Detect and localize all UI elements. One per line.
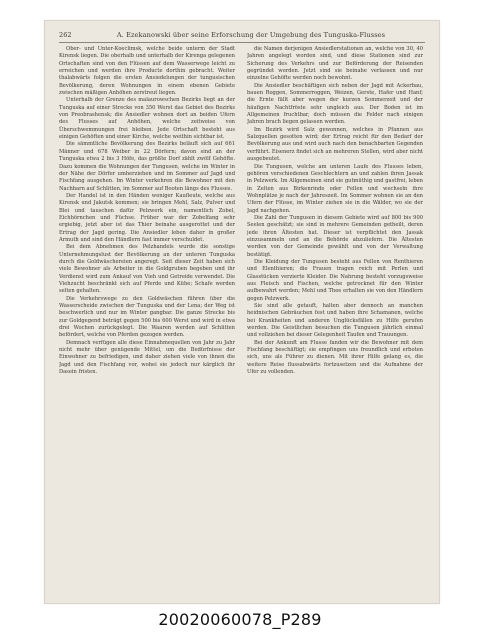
book-page — [44, 20, 440, 604]
paragraph: Sie sind alle getauft, halten aber dennoch an manchen heidnischen Gebräuchen fest und haben ihre Schamanen, welche bei Krankheiten und anderen Unglücksfällen zu Hilfe gerufen werden. Die Geistlichen besuchen die Tungusen jährlich einmal und vollziehen bei dieser Gelegenheit Taufen und Trauungen. — [247, 303, 423, 339]
page-number: 262 — [59, 31, 72, 39]
paragraph: Die Tungusen, welche am unteren Laufe des Flusses leben, gehören verschiedenen Geschlechtern an und zahlen ihren Jassak in Pelzwerk. Im Allgemeinen sind sie gutmüthig und gastfrei, leben in Zelten aus Birkenrinde oder Fellen und wechseln ihre Wohnplätze je nach der Jahreszeit. Im Sommer wohnen sie an den Ufern der Flüsse, im Winter ziehen sie in die Wälder, wo sie der Jagd nachgehen. — [247, 163, 423, 214]
paragraph: Die Verkehrswege zu den Goldwäschen führen über die Wasserscheide zwischen der Tunguska und der Lena; der Weg ist beschwerlich und nur im Winter gangbar. Die ganze Strecke bis zur Goldgegend beträgt gegen 500 bis 600 Werst und wird in etwa drei Wochen zurückgelegt. Die Waaren werden auf Schlitten befördert, welche von Pferden gezogen werden. — [59, 295, 235, 339]
paragraph: Die Kleidung der Tungusen besteht aus Fellen von Renthieren und Elenthieren; die Frauen tragen reich mit Perlen und Glasstücken verzierte Kleider. Die Nahrung besteht vorzugsweise aus Fleisch und Fischen, welche getrocknet für den Winter aufbewahrt werden; Mehl und Thee erhalten sie von den Händlern gegen Pelzwerk. — [247, 258, 423, 302]
paragraph: Bei der Ankunft am Flusse fanden wir die Bewohner mit dem Fischfang beschäftigt; sie empfingen uns freundlich und erboten sich, uns als Führer zu dienen. Mit ihrer Hilfe gelang es, die weitere Reise flussabwärts fortzusetzen und die Aufnahme der Ufer zu vollenden. — [247, 339, 423, 376]
page-header — [59, 29, 425, 41]
paragraph: Der Handel ist in den Händen weniger Kaufleute, welche aus Kirensk und Jakutsk kommen; sie bringen Mehl, Salz, Pulver und Blei und tauschen dafür Pelzwerk ein, namentlich Zobel, Eichhörnchen und Füchse. Früher war der Zobelfang sehr ergiebig, jetzt aber ist das Thier beinahe ausgerottet und der Ertrag der Jagd gering. Die Ansiedler leben daher in großer Armuth und sind den Händlern fast immer verschuldet. — [59, 192, 235, 243]
right-text-column — [247, 46, 423, 592]
paragraph: Ober- und Unter-Koeclimsk, welche beide unterm der Stadt Kirensk liegen. Die oberhalb und unterhalb der Kirenga gelegenen Ortschaften sind von den Flüssen auf dem Wasserwege leicht zu erreichen und werden ihre Producte dorthin gebracht. Weiter thalabwärts folgen die ersten Ansiedelungen der tungusischen Bevölkerung, deren Wohnungen in einem ebenen Gebiete zwischen mäßigen Anhöhen zerstreut liegen. — [59, 46, 235, 97]
paragraph: Unterhalb der Grenze des malaurowschen Bezirks liegt an der Tunguska auf einer Strecke von 350 Werst das Gebiet des Bezirks von Preobrashensk; die Ansiedler wohnen dort an beiden Ufern des Flusses auf Anhöhen, welche zeitweise von Überschwemmungen frei bleiben. Jede Ortschaft besteht aus einigen Gehöften und einer Kirche, welche weithin sichtbar ist. — [59, 97, 235, 141]
paragraph: Die Zahl der Tungusen in diesem Gebiete wird auf 800 bis 900 Seelen geschätzt; sie sind in mehrere Gemeinden getheilt, deren jede ihren Ältesten hat. Dieser ist verpflichtet den Jassak einzusammeln und an die Behörde abzuliefern. Die Ältesten werden von der Gemeinde gewählt und von der Verwaltung bestätigt. — [247, 214, 423, 258]
paragraph: die Namen derjenigen Ansiedlerstationen an, welche von 30, 40 Jahren angelegt worden sind, und diese Stationen sind zur Sicherung des Verkehrs und zur Beförderung der Reisenden gegründet worden. Jetzt sind sie beinahe verlassen und nur einzelne Gehöfte werden noch bewohnt. — [247, 46, 423, 82]
paragraph: Demnach verfügen alle diese Einnahmequellen von Jahr zu Jahr nicht mehr über genügende Mittel, um die Bedürfnisse der Einwohner zu befriedigen, und daher ziehen viele von ihnen die Jagd und den Fischfang vor, wobei sie jedoch nur kärglich ihr Dasein fristen. — [59, 339, 235, 376]
left-text-column — [59, 46, 235, 592]
running-title: A. Ezekanowski über seine Erforschung der Umgebung des Tunguska-Flusses — [116, 31, 386, 39]
paragraph: Im Bezirk wird Salz gewonnen, welches in Pfannen aus Salzquellen gesotten wird; der Ertrag reicht für den Bedarf der Bevölkerung aus und wird auch nach den benachbarten Gegenden verführt. Eisenerz findet sich an mehreren Stellen, wird aber nicht ausgebeutet. — [247, 126, 423, 163]
paragraph: Bei dem Abnehmen des Pelzhandels wurde die sonstige Unternehmungslust der Bevölkerung an der unteren Tunguska durch die Goldwäschereien angeregt. Seit dieser Zeit haben sich viele Bewohner als Arbeiter in die Goldgruben begeben und ihr Verdienst wird zum Ankauf von Vieh und Getreide verwendet. Die Viehzucht beschränkt sich auf Pferde und Kühe; Schafe werden selten gehalten. — [59, 244, 235, 295]
paragraph: Die sämmtliche Bevölkerung des Bezirks beläuft sich auf 661 Männer und 678 Weiber in 22 Dörfern; davon sind an der Tunguska etwa 2 bis 3 Höfe, das größte Dorf zählt zwölf Gehöfte. Dazu kommen die Wohnungen der Tungusen, welche im Winter in der Nähe der Dörfer umherziehen und im Sommer auf Jagd und Fischfang ausgehen. Im Winter verkehren die Bewohner mit den Nachbarn auf Schlitten, im Sommer auf Booten längs des Flusses. — [59, 141, 235, 192]
archive-id-caption: 20020060078_P289 — [158, 610, 322, 629]
paragraph: Die Ansiedler beschäftigen sich neben der Jagd mit Ackerbau, bauen Roggen, Sommerroggen, Weizen, Gerste, Hafer und Hanf; die Ernte fällt aber wegen der kurzen Sommerzeit und der häufigen Nachtfröste sehr ungleich aus. Der Boden ist im Allgemeinen fruchtbar, doch müssen die Felder nach einigen Jahren brach liegen gelassen werden. — [247, 82, 423, 126]
header-rule — [59, 42, 425, 43]
